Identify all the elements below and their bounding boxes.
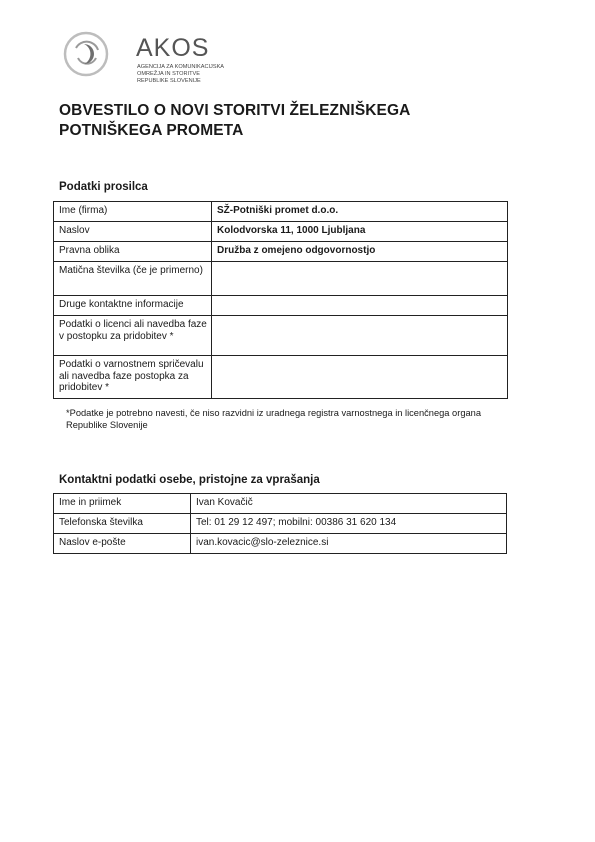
row-label: Ime (firma)	[54, 202, 212, 222]
row-value: Kolodvorska 11, 1000 Ljubljana	[212, 222, 508, 242]
logo-name: AKOS	[136, 34, 210, 62]
row-label: Naslov e-pošte	[54, 534, 191, 554]
table-row	[54, 262, 508, 296]
contact-table	[53, 493, 507, 554]
row-label: Druge kontaktne informacije	[54, 296, 212, 316]
logo-subtitle	[137, 64, 257, 85]
logo-subtitle-line: OMREŽJA IN STORITVE	[137, 71, 200, 77]
row-label: Pravna oblika	[54, 242, 212, 262]
row-value	[212, 316, 508, 356]
row-value	[212, 356, 508, 399]
table-row	[54, 296, 508, 316]
table-row	[54, 356, 508, 399]
logo-subtitle-line: AGENCIJA ZA KOMUNIKACIJSKA	[137, 64, 225, 70]
row-label: Telefonska številka	[54, 514, 191, 534]
row-label: Matična številka (če je primerno)	[54, 262, 212, 296]
row-value: Družba z omejeno odgovornostjo	[212, 242, 508, 262]
row-label: Podatki o licenci ali navedba faze v postopku za pridobitev *	[54, 316, 212, 356]
table-row	[54, 494, 507, 514]
row-label: Naslov	[54, 222, 212, 242]
applicant-table	[53, 201, 508, 399]
akos-logo-icon	[62, 30, 114, 82]
row-label: Ime in priimek	[54, 494, 191, 514]
footnote: *Podatke je potrebno navesti, če niso razvidni iz uradnega registra varnostnega in licenčnega organa Republike Slovenije	[66, 408, 482, 430]
table-row	[54, 514, 507, 534]
akos-logo	[62, 30, 262, 92]
row-value: Tel: 01 29 12 497; mobilni: 00386 31 620 134	[191, 514, 507, 534]
table-row	[54, 222, 508, 242]
row-value: SŽ-Potniški promet d.o.o.	[212, 202, 508, 222]
table-row	[54, 202, 508, 222]
applicant-heading: Podatki prosilca	[59, 181, 148, 193]
document-title: OBVESTILO O NOVI STORITVI ŽELEZNIŠKEGA POTNIŠKEGA PROMETA	[59, 102, 410, 139]
contact-heading: Kontaktni podatki osebe, pristojne za vprašanja	[59, 474, 320, 486]
row-value: Ivan Kovačič	[191, 494, 507, 514]
email-value[interactable]: ivan.kovacic@slo-zeleznice.si	[191, 534, 507, 554]
row-value	[212, 262, 508, 296]
table-row	[54, 316, 508, 356]
row-label: Podatki o varnostnem spričevalu ali navedba faze postopka za pridobitev *	[54, 356, 212, 399]
logo-subtitle-line: REPUBLIKE SLOVENIJE	[137, 78, 201, 84]
row-value	[212, 296, 508, 316]
table-row	[54, 242, 508, 262]
table-row	[54, 534, 507, 554]
